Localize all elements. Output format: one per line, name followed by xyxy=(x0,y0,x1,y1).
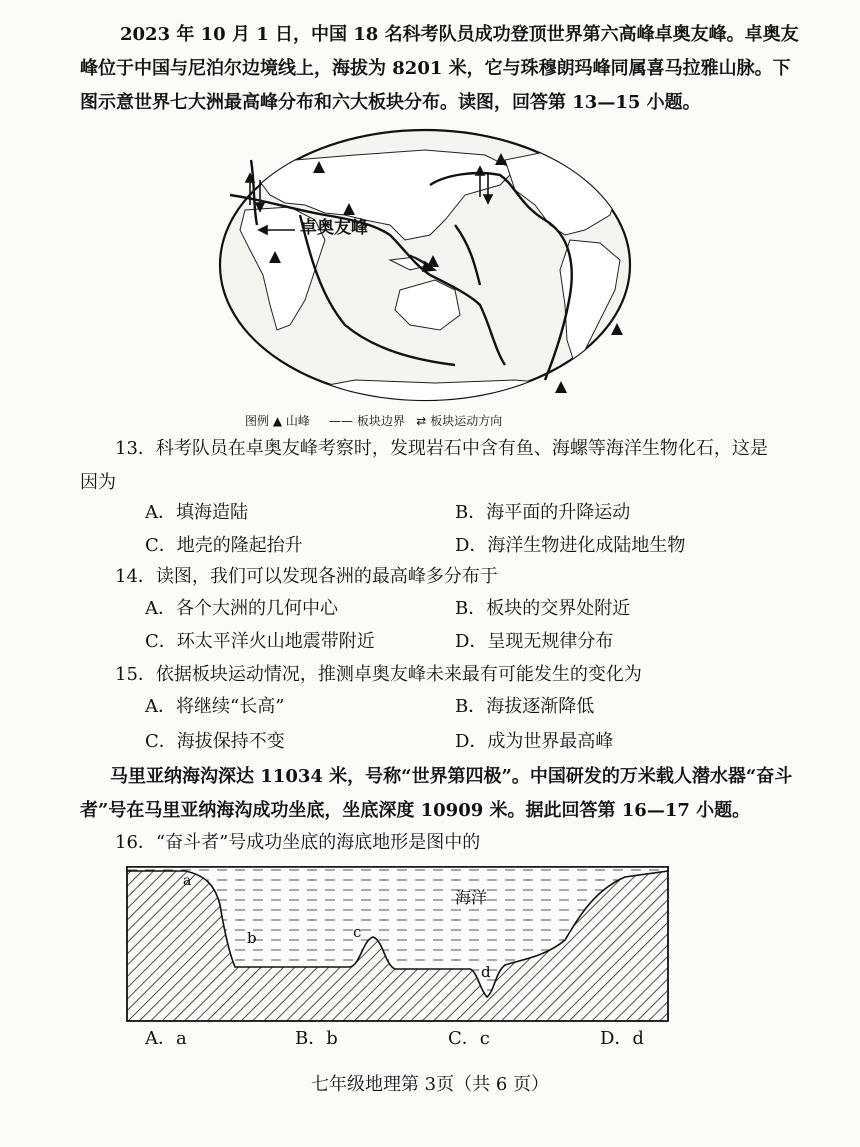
q14-option-a: A．各个大洲的几何中心 xyxy=(145,598,338,619)
point-b-label: b xyxy=(247,929,257,947)
q15-option-a: A．将继续“长高” xyxy=(145,696,285,717)
q16-option-a: A．a xyxy=(145,1028,187,1049)
intro2-text: 马里亚纳海沟深达 11034 米，号称“世界第四极”。中国研发的万米载人潜水器“奋斗者”号在马里亚纳海沟成功坐底，坐底深度 10909 米。据此回答第 16—17 小题。 xyxy=(80,766,793,821)
q16-option-d: D．d xyxy=(600,1028,644,1049)
legend-boundary: 板块边界 xyxy=(356,414,405,428)
point-c-label: c xyxy=(353,923,362,941)
q13-option-c: C．地壳的隆起抬升 xyxy=(145,535,303,556)
motion-arrow-icon: ⇄ xyxy=(416,414,427,428)
map-legend xyxy=(245,412,502,429)
q13-stem-line1: 13．科考队员在卓奥友峰考察时，发现岩石中含有鱼、海螺等海洋生物化石，这是 xyxy=(115,438,768,459)
intro-text: 2023 年 10 月 1 日，中国 18 名科考队员成功登顶世界第六高峰卓奥友峰。卓奥友峰位于中国与尼泊尔边境线上，海拔为 8201 米，它与珠穆朗玛峰同属喜马拉雅山脉。下图示意世界七大洲最高峰分布和六大板块分布。读图，回答第 13—15 小题。 xyxy=(80,24,799,113)
intro2-paragraph xyxy=(80,760,800,828)
world-map-svg xyxy=(215,125,635,415)
q15-stem: 15．依据板块运动情况，推测卓奥友峰未来最有可能发生的变化为 xyxy=(115,664,642,685)
q15-option-c: C．海拔保持不变 xyxy=(145,731,285,752)
peak-label: 卓奥友峰 xyxy=(300,218,368,238)
mountain-peak-icon xyxy=(555,381,567,393)
ocean-label: 海洋 xyxy=(455,888,488,907)
q13-option-d: D．海洋生物进化成陆地生物 xyxy=(455,535,686,556)
q16-stem: 16．“奋斗者”号成功坐底的海底地形是图中的 xyxy=(115,832,481,853)
legend-prefix: 图例 xyxy=(245,414,270,428)
point-d-label: d xyxy=(481,963,491,981)
q16-option-c: C．c xyxy=(448,1028,490,1049)
point-a-label: a xyxy=(183,873,192,889)
q13-stem-line2: 因为 xyxy=(80,472,116,493)
seafloor-profile xyxy=(125,865,670,1025)
q15-option-d: D．成为世界最高峰 xyxy=(455,731,614,752)
q14-option-b: B．板块的交界处附近 xyxy=(455,598,631,619)
q14-option-c: C．环太平洋火山地震带附近 xyxy=(145,631,375,652)
boundary-line-icon: —— xyxy=(329,414,353,428)
mountain-peak-icon xyxy=(611,323,623,335)
legend-motion: 板块运动方向 xyxy=(430,414,503,428)
mountain-icon: ▲ xyxy=(272,414,283,428)
q16-option-b: B．b xyxy=(295,1028,338,1049)
seafloor-profile-svg xyxy=(125,865,670,1025)
page-footer: 七年级地理第 3页（共 6 页） xyxy=(310,1074,550,1095)
q13-option-b: B．海平面的升降运动 xyxy=(455,502,631,523)
legend-mountain: 山峰 xyxy=(285,414,310,428)
q14-option-d: D．呈现无规律分布 xyxy=(455,631,614,652)
q15-option-b: B．海拔逐渐降低 xyxy=(455,696,595,717)
intro-paragraph xyxy=(80,18,800,120)
q13-option-a: A．填海造陆 xyxy=(145,502,248,523)
q14-stem: 14．读图，我们可以发现各洲的最高峰多分布于 xyxy=(115,566,498,587)
world-plate-map xyxy=(215,125,635,435)
